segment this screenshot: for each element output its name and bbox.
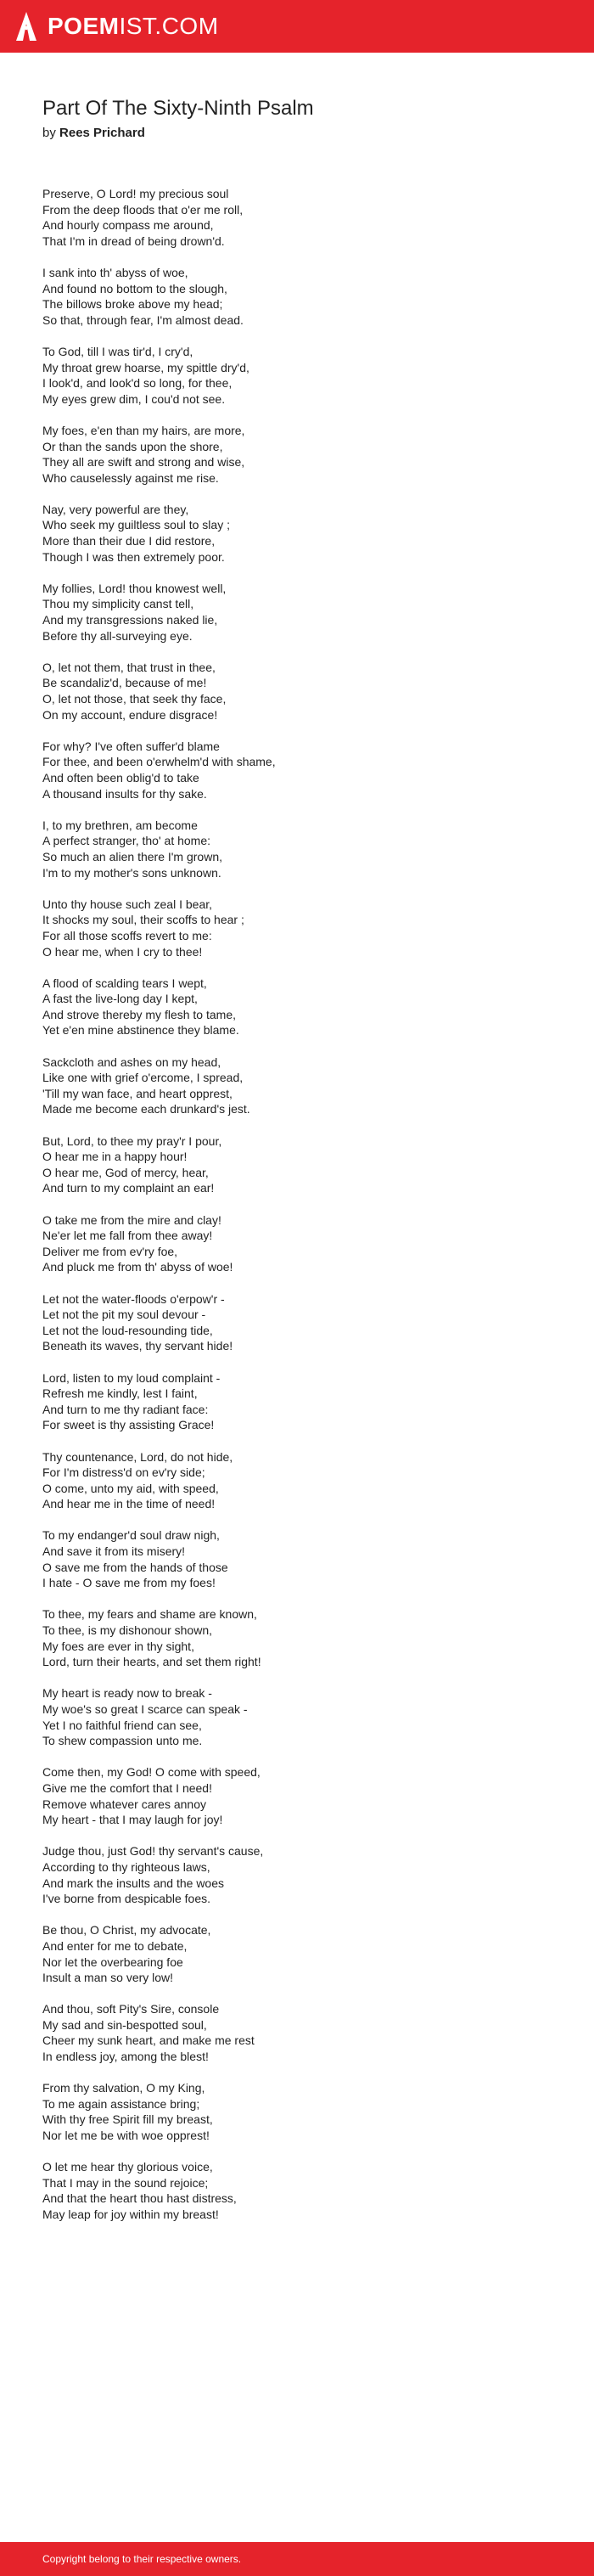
poem-line: To shew compassion unto me. [42, 1734, 203, 1748]
poem-line: My woe's so great I scarce can speak - [42, 1702, 248, 1716]
poem-line: Lord, turn their hearts, and set them right! [42, 1655, 261, 1669]
poem-line: Yet I no faithful friend can see, [42, 1718, 202, 1732]
poem-line: To God, till I was tir'd, I cry'd, [42, 344, 193, 358]
poem-line: For sweet is thy assisting Grace! [42, 1418, 215, 1432]
poem-header [42, 96, 552, 142]
poem-stanza [42, 423, 552, 486]
logo-text-light: IST.COM [119, 13, 219, 39]
poem-line: Sackcloth and ashes on my head, [42, 1055, 221, 1069]
poem-line: I sank into th' abyss of woe, [42, 265, 188, 279]
poem-line: Nor let the overbearing foe [42, 1954, 183, 1969]
poem-stanza [42, 1527, 552, 1590]
poem-stanza [42, 1449, 552, 1512]
poem-stanza [42, 1843, 552, 1906]
poem-line: And strove thereby my flesh to tame, [42, 1007, 236, 1021]
poem-stanza [42, 660, 552, 723]
poem-line: O let me hear thy glorious voice, [42, 2160, 213, 2174]
poem-line: O save me from the hands of those [42, 1560, 228, 1574]
copyright-text: Copyright belong to their respective owners. [42, 2553, 242, 2565]
poem-line: And often been oblig'd to take [42, 770, 199, 785]
poem-line: Before thy all-surveying eye. [42, 628, 193, 643]
poem-line: Give me the comfort that I need! [42, 1780, 212, 1795]
poem-stanza [42, 1606, 552, 1669]
poem-line: My foes, e'en than my hairs, are more, [42, 423, 245, 437]
poem-line: And hear me in the time of need! [42, 1497, 216, 1511]
poem-line: Nor let me be with woe opprest! [42, 2129, 210, 2143]
poem-line: And save it from its misery! [42, 1544, 186, 1559]
poem-line: A thousand insults for thy sake. [42, 786, 207, 801]
poem-stanza [42, 344, 552, 407]
poem-line: A fast the live-long day I kept, [42, 992, 198, 1006]
poem-line: The billows broke above my head; [42, 297, 223, 312]
byline [42, 125, 552, 142]
poem-line: Or than the sands upon the shore, [42, 439, 223, 453]
poem-line: I hate - O save me from my foes! [42, 1576, 216, 1590]
poem-line: And that the heart thou hast distress, [42, 2191, 237, 2206]
poem-line: And enter for me to debate, [42, 1938, 188, 1953]
poem-line: O hear me, when I cry to thee! [42, 944, 203, 959]
site-header [0, 0, 594, 53]
poem-line: I've borne from despicable foes. [42, 1892, 211, 1906]
poem-line: With thy free Spirit fill my breast, [42, 2112, 213, 2127]
poem-line: Remove whatever cares annoy [42, 1797, 206, 1811]
poem-stanza [42, 265, 552, 328]
poem-line: And hourly compass me around, [42, 218, 214, 233]
poem-line: From thy salvation, O my King, [42, 2081, 205, 2095]
poem-stanza [42, 1212, 552, 1275]
poem-line: Beneath its waves, thy servant hide! [42, 1339, 233, 1353]
site-logo[interactable] [15, 11, 219, 42]
poem-line: But, Lord, to thee my pray'r I pour, [42, 1133, 222, 1148]
poem-line: Be scandaliz'd, because of me! [42, 676, 207, 690]
poem-line: And thou, soft Pity's Sire, console [42, 2002, 220, 2016]
poem-stanza [42, 1685, 552, 1748]
poem-line: I look'd, and look'd so long, for thee, [42, 376, 233, 391]
poem-line: O take me from the mire and clay! [42, 1212, 221, 1227]
logo-text [48, 11, 219, 42]
poem-stanza [42, 739, 552, 801]
poem-line: To thee, my fears and shame are known, [42, 1607, 257, 1622]
poem-line: Refresh me kindly, lest I faint, [42, 1386, 198, 1401]
poem-line: I'm to my mother's sons unknown. [42, 865, 221, 880]
poem-line: That I'm in dread of being drown'd. [42, 233, 225, 248]
poem-line: Let not the water-floods o'erpow'r - [42, 1291, 225, 1306]
poem-line: Thy countenance, Lord, do not hide, [42, 1449, 233, 1464]
poem-line: And mark the insults and the woes [42, 1876, 225, 1890]
poem-line: From the deep floods that o'er me roll, [42, 202, 244, 217]
poem-line: Preserve, O Lord! my precious soul [42, 187, 229, 200]
poem-line: O hear me, God of mercy, hear, [42, 1165, 209, 1179]
poem-line: My heart is ready now to break - [42, 1686, 212, 1701]
poem-line: In endless joy, among the blest! [42, 2050, 209, 2064]
poem-title: Part Of The Sixty-Ninth Psalm [42, 97, 314, 120]
poem-line: And pluck me from th' abyss of woe! [42, 1260, 233, 1274]
poem-line: They all are swift and strong and wise, [42, 455, 245, 470]
poem-line: So much an alien there I'm grown, [42, 849, 223, 863]
poem-line: My heart - that I may laugh for joy! [42, 1813, 223, 1827]
poem-line: And found no bottom to the slough, [42, 281, 227, 295]
poem-line: A perfect stranger, tho' at home: [42, 834, 211, 848]
poem-line: I, to my brethren, am become [42, 818, 198, 832]
poem-line: O come, unto my aid, with speed, [42, 1481, 219, 1495]
poem-line: For why? I've often suffer'd blame [42, 739, 220, 753]
poem-line: Thou my simplicity canst tell, [42, 597, 194, 611]
poem-stanza [42, 1055, 552, 1117]
poem-line: O hear me in a happy hour! [42, 1150, 188, 1164]
pen-nib-icon [15, 11, 37, 42]
poem-line: On my account, endure disgrace! [42, 707, 218, 722]
poem-stanza [42, 897, 552, 959]
poem-stanza [42, 1370, 552, 1433]
poem-stanza [42, 2080, 552, 2143]
poem-line: It shocks my soul, their scoffs to hear ; [42, 913, 244, 927]
poem-line: Who seek my guiltless soul to slay ; [42, 518, 230, 532]
poem-line: Though I was then extremely poor. [42, 549, 225, 564]
poem-line: May leap for joy within my breast! [42, 2208, 219, 2221]
poem-line: Made me become each drunkard's jest. [42, 1102, 250, 1116]
byline-prefix: by [42, 126, 56, 140]
poem-line: And turn to me thy radiant face: [42, 1402, 209, 1416]
poem-line: Let not the pit my soul devour - [42, 1308, 206, 1322]
poem-stanza [42, 2159, 552, 2222]
poem-line: Be thou, O Christ, my advocate, [42, 1923, 211, 1938]
poem-line: To me again assistance bring; [42, 2096, 200, 2111]
poem-line: O, let not those, that seek thy face, [42, 692, 227, 706]
poem-stanza [42, 2001, 552, 2064]
poem-line: 'Till my wan face, and heart opprest, [42, 1086, 233, 1100]
poem-line: Who causelessly against me rise. [42, 470, 219, 485]
poem-stanza [42, 1133, 552, 1196]
poem-line: And my transgressions naked lie, [42, 613, 218, 627]
poem-stanza [42, 1291, 552, 1354]
poem-stanza [42, 1922, 552, 1985]
poem-line: Judge thou, just God! thy servant's cause, [42, 1844, 264, 1859]
poem-line: My follies, Lord! thou knowest well, [42, 581, 227, 595]
poem-line: For I'm distress'd on ev'ry side; [42, 1465, 205, 1480]
poem-line: Like one with grief o'ercome, I spread, [42, 1071, 244, 1085]
poem-stanza [42, 581, 552, 644]
poem-line: Lord, listen to my loud complaint - [42, 1370, 221, 1385]
poem-line: According to thy righteous laws, [42, 1859, 210, 1874]
poem-line: For thee, and been o'erwhelm'd with shame, [42, 755, 276, 769]
poem-line: For all those scoffs revert to me: [42, 928, 212, 942]
poem-line: More than their due I did restore, [42, 534, 216, 548]
poem-stanza [42, 186, 552, 249]
author-link[interactable]: Rees Prichard [59, 126, 145, 140]
poem-line: So that, through fear, I'm almost dead. [42, 312, 244, 327]
poem-line: Unto thy house such zeal I bear, [42, 897, 213, 911]
poem-line: Let not the loud-resounding tide, [42, 1323, 213, 1337]
poem-line: Yet e'en mine abstinence they blame. [42, 1023, 239, 1038]
poem-line: My sad and sin-bespotted soul, [42, 2017, 207, 2032]
poem-line: My eyes grew dim, I cou'd not see. [42, 391, 226, 406]
poem-stanza [42, 976, 552, 1038]
poem-line: My foes are ever in thy sight, [42, 1639, 194, 1653]
poem-line: Deliver me from ev'ry foe, [42, 1244, 178, 1258]
poem-line: Ne'er let me fall from thee away! [42, 1229, 213, 1243]
poem-line: Come then, my God! O come with speed, [42, 1765, 261, 1780]
poem-line: That I may in the sound rejoice; [42, 2175, 209, 2190]
poem-line: Cheer my sunk heart, and make me rest [42, 2033, 255, 2048]
poem-line: O, let not them, that trust in thee, [42, 660, 216, 674]
poem-line: To thee, is my dishonour shown, [42, 1623, 212, 1638]
poem-stanza [42, 1764, 552, 1827]
poem-stanza [42, 818, 552, 880]
site-footer [0, 2542, 594, 2576]
poem-line: Nay, very powerful are they, [42, 502, 189, 516]
poem-line: And turn to my complaint an ear! [42, 1181, 215, 1195]
poem-line: A flood of scalding tears I wept, [42, 976, 207, 990]
poem-line: Insult a man so very low! [42, 1971, 174, 1985]
poem-stanza [42, 502, 552, 565]
poem-line: To my endanger'd soul draw nigh, [42, 1528, 220, 1543]
poem-line: My throat grew hoarse, my spittle dry'd, [42, 360, 249, 374]
poem-body [42, 186, 552, 2238]
logo-text-bold: POEM [48, 13, 120, 39]
